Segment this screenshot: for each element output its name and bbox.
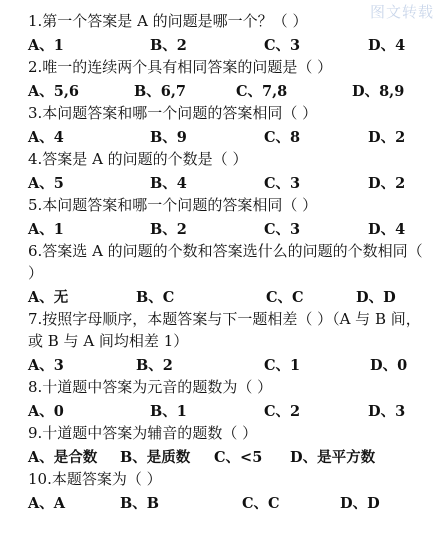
question-text: 2.唯一的连续两个具有相同答案的问题是（ ）	[28, 58, 333, 76]
option-row	[28, 444, 428, 468]
option-d: D、D	[356, 289, 396, 306]
question-9	[28, 422, 428, 468]
option-a: A、A	[28, 495, 66, 512]
option-b: B、9	[150, 129, 187, 146]
question-text: 7.按照字母顺序，本题答案与下一题相差（ ）（A 与 B 间，或 B 与 A 间均相差 1）	[28, 310, 421, 350]
option-d: D、8,9	[352, 83, 405, 100]
option-d: D、4	[368, 37, 406, 54]
option-c: C、<5	[214, 449, 263, 466]
option-b: B、是质数	[120, 449, 191, 466]
option-c: C、7,8	[236, 83, 288, 100]
option-row	[28, 398, 428, 422]
question-6	[28, 240, 428, 308]
option-d: D、3	[368, 403, 406, 420]
option-d: D、4	[368, 221, 406, 238]
option-a: A、1	[28, 221, 64, 238]
question-3	[28, 102, 428, 148]
option-c: C、1	[264, 357, 301, 374]
option-a: A、0	[28, 403, 64, 420]
question-10	[28, 468, 428, 514]
question-text: 6.答案选 A 的问题的个数和答案选什么的问题的个数相同（ ）	[28, 242, 423, 282]
option-row	[28, 216, 428, 240]
option-d: D、D	[340, 495, 380, 512]
question-text: 8.十道题中答案为元音的题数为（ ）	[28, 378, 273, 396]
option-d: D、是平方数	[290, 449, 376, 466]
option-row	[28, 78, 428, 102]
option-b: B、4	[150, 175, 187, 192]
option-c: C、C	[266, 289, 304, 306]
option-b: B、2	[136, 357, 173, 374]
option-row	[28, 170, 428, 194]
option-c: C、3	[264, 221, 301, 238]
question-2	[28, 56, 428, 102]
option-a: A、是合数	[28, 449, 98, 466]
question-7	[28, 308, 428, 376]
option-c: C、3	[264, 37, 301, 54]
option-row	[28, 284, 428, 308]
question-sheet	[28, 10, 428, 514]
option-b: B、C	[136, 289, 175, 306]
question-text: 5.本问题答案和哪一个问题的答案相同（ ）	[28, 196, 318, 214]
option-b: B、2	[150, 37, 187, 54]
option-c: C、2	[264, 403, 301, 420]
question-text: 1.第一个答案是 A 的问题是哪一个？（ ）	[28, 12, 308, 30]
option-b: B、1	[150, 403, 187, 420]
option-c: C、8	[264, 129, 301, 146]
question-1	[28, 10, 428, 56]
question-text: 9.十道题中答案为辅音的题数（ ）	[28, 424, 258, 442]
option-a: A、无	[28, 289, 69, 306]
option-c: C、C	[242, 495, 280, 512]
question-text: 10.本题答案为（ ）	[28, 470, 162, 488]
option-row	[28, 490, 428, 514]
option-b: B、6,7	[134, 83, 186, 100]
option-d: D、2	[368, 129, 406, 146]
option-c: C、3	[264, 175, 301, 192]
question-4	[28, 148, 428, 194]
option-d: D、2	[368, 175, 406, 192]
option-row	[28, 352, 428, 376]
question-8	[28, 376, 428, 422]
option-row	[28, 32, 428, 56]
question-text: 3.本问题答案和哪一个问题的答案相同（ ）	[28, 104, 318, 122]
option-a: A、1	[28, 37, 64, 54]
option-row	[28, 124, 428, 148]
option-b: B、2	[150, 221, 187, 238]
question-text: 4.答案是 A 的问题的个数是（ ）	[28, 150, 248, 168]
option-d: D、0	[370, 357, 408, 374]
option-b: B、B	[120, 495, 160, 512]
option-a: A、3	[28, 357, 64, 374]
option-a: A、5,6	[28, 83, 79, 100]
option-a: A、5	[28, 175, 64, 192]
watermark-text: 图文转载	[369, 3, 434, 21]
option-a: A、4	[28, 129, 64, 146]
question-5	[28, 194, 428, 240]
